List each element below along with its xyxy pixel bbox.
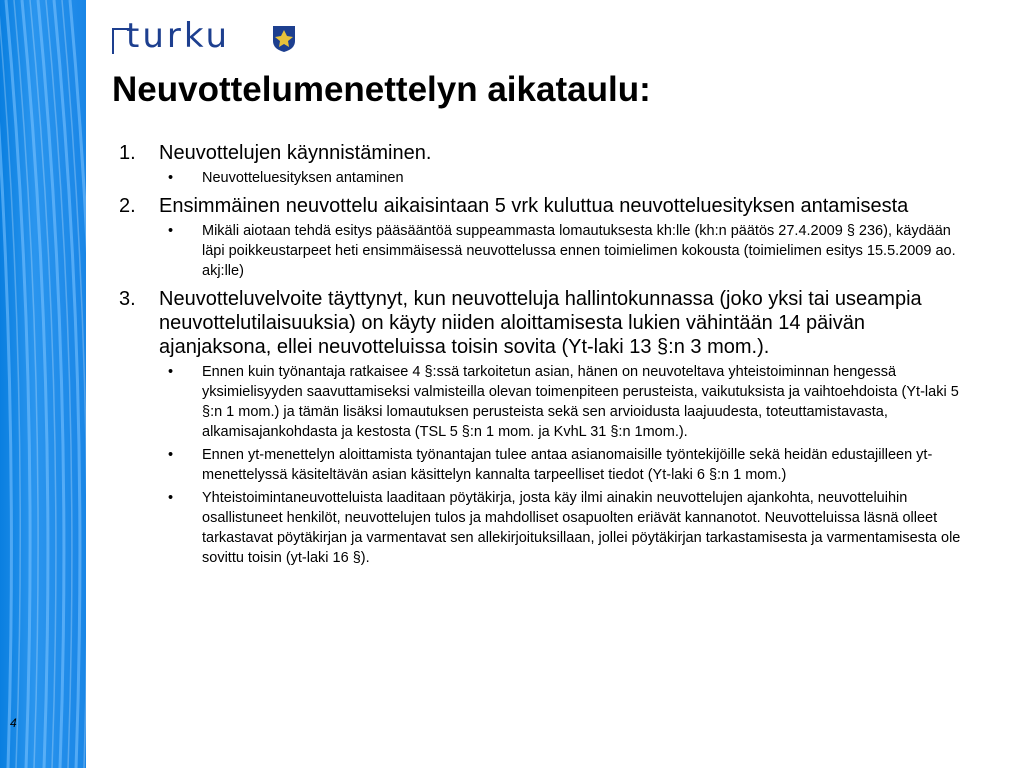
slide-title: Neuvottelumenettelyn aikataulu: (112, 70, 651, 109)
item-text: Ensimmäinen neuvottelu aikaisintaan 5 vrk kuluttua neuvotteluesityksen antamisesta (159, 195, 909, 217)
slide-number: 4 (10, 716, 17, 730)
turku-crest-icon (272, 25, 296, 53)
sub-item-text: Yhteistoimintaneuvotteluista laaditaan pöytäkirja, josta käy ilmi ainakin neuvottelujen ajankohta, neuvotteluihin osallistuneet henkilöt, neuvottelujen tulos ja mahdolliset osapuolten eriävät kannanotot. Neuvotteluissa läsnä olleet tarkastavat pöytäkirjan ja varmentavat sen allekirjoituksillaan, jollei pöytäkirjan tarkastamisesta ja varmentamisesta ole sovittu toisin (yt-laki 16 §). (202, 490, 961, 566)
list-item-1 (116, 141, 966, 165)
logo-text: turku (126, 16, 231, 56)
decorative-side-stripe (0, 0, 86, 768)
bullet-icon: • (168, 447, 174, 463)
sub-item (168, 488, 966, 568)
item-number: 3. (119, 288, 136, 310)
list-item-3 (116, 287, 966, 359)
sub-item-text: Mikäli aiotaan tehdä esitys pääsääntöä suppeammasta lomautuksesta kh:lle (kh:n päätös 27.4.2009 § 236), käydään läpi poikkeustarpeet heti ensimmäisessä neuvottelussa ennen toimielimen kokousta (toimielimen esitys 15.5.2009 ao. akj:lle) (202, 223, 956, 279)
bullet-icon: • (168, 223, 174, 239)
item-text: Neuvotteluvelvoite täyttynyt, kun neuvotteluja hallintokunnassa (joko yksi tai useampia neuvottelutilaisuuksia) on käyty niiden aloittamisesta lukien vähintään 14 päivän ajanjaksona, ellei neuvotteluissa toisin sovita (Yt-laki 13 §:n 3 mom.). (159, 288, 922, 358)
sub-item (168, 168, 966, 188)
item-number: 1. (119, 142, 136, 164)
sub-item (168, 221, 966, 281)
item-number: 2. (119, 195, 136, 217)
sub-item (168, 445, 966, 485)
turku-logo (112, 16, 302, 56)
stripe-pattern (0, 0, 86, 768)
bullet-icon: • (168, 170, 174, 186)
list-item-2 (116, 194, 966, 218)
sub-item-text: Ennen kuin työnantaja ratkaisee 4 §:ssä tarkoitetun asian, hänen on neuvoteltava yhteistoiminnan hengessä yksimielisyyden saavuttamiseksi valmisteilla olevan toimenpiteen perusteista, vaikutuksista ja vaihtoehdoista (Yt-laki 5 §:n 1 mom.) ja tämän lisäksi lomautuksen perusteista sekä sen arvioidusta laajuudesta, toteuttamistavasta, alkamisajankohdasta ja kestosta (TSL 5 §:n 1 mom. ja KvhL 31 §:n 1mom.). (202, 364, 959, 440)
sub-item (168, 362, 966, 442)
slide-content (116, 141, 966, 568)
bullet-icon: • (168, 490, 174, 506)
item-text: Neuvottelujen käynnistäminen. (159, 142, 432, 164)
bullet-icon: • (168, 364, 174, 380)
sub-item-text: Ennen yt-menettelyn aloittamista työnantajan tulee antaa asianomaisille työntekijöille sekä heidän edustajilleen yt-menettelyssä käsiteltävän asian käsittelyn kannalta tarpeelliset tiedot (Yt-laki 6 §:n 1 mom.) (202, 447, 933, 483)
sub-item-text: Neuvotteluesityksen antaminen (202, 170, 404, 186)
